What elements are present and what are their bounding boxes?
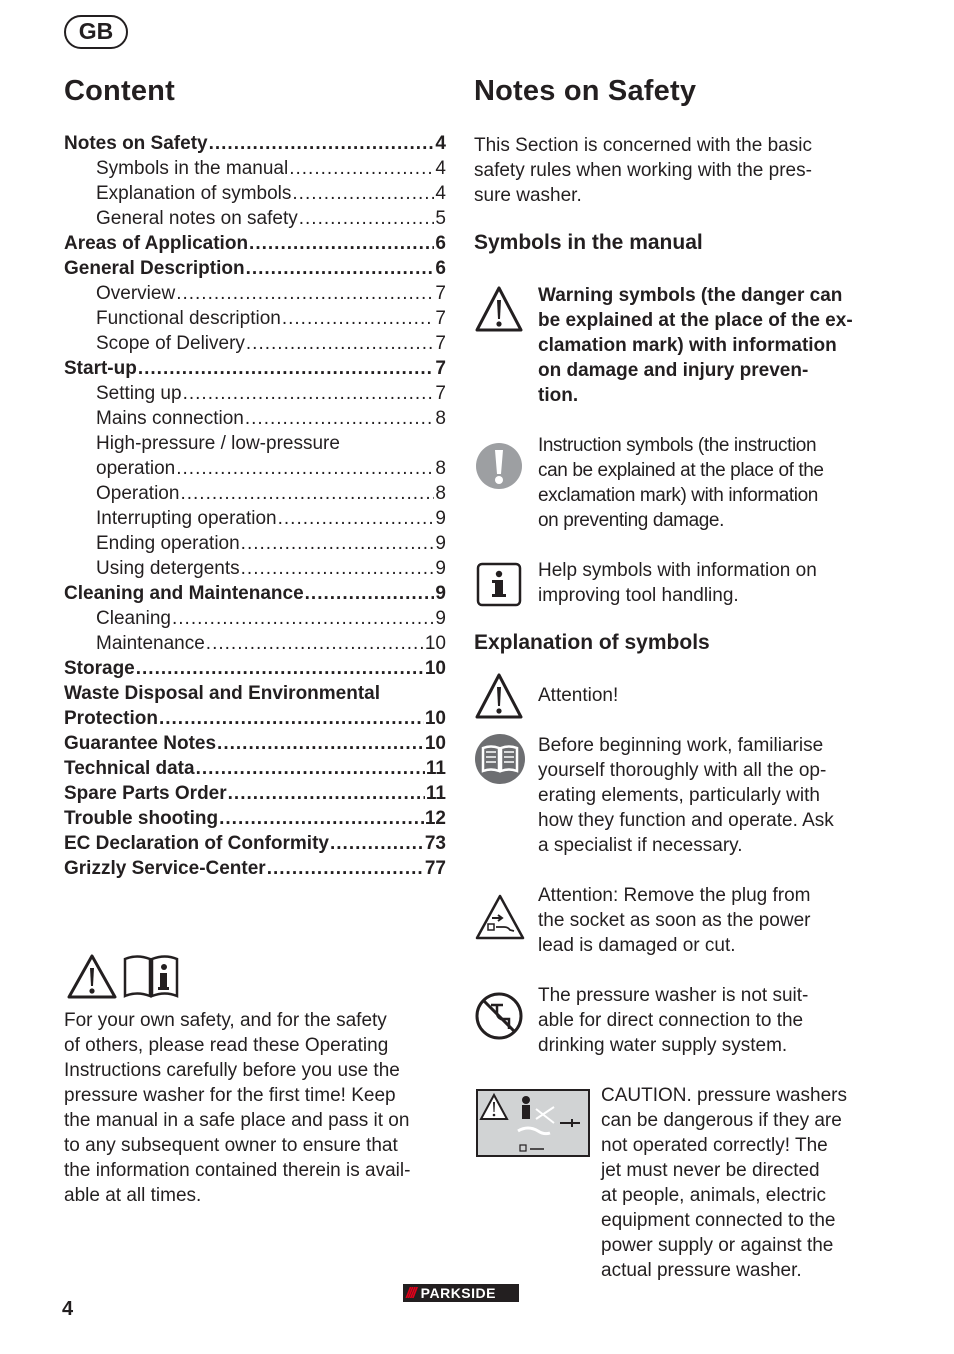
intro-paragraph [474, 133, 874, 208]
toc-entry-page: 6 [435, 258, 446, 279]
text-line: Instruction symbols (the instruction [538, 435, 817, 456]
toc-entry-label: Explanation of symbols [96, 183, 292, 204]
toc-entry-label: Interrupting operation [96, 508, 277, 529]
toc-entry-page: 12 [424, 808, 446, 829]
toc-entry-label: Symbols in the manual [96, 158, 289, 179]
toc-entry-page: 8 [435, 458, 446, 479]
toc-entry-page: 4 [435, 158, 446, 179]
toc-entry [64, 831, 446, 856]
toc-entry-page: 9 [435, 583, 446, 604]
toc-entry-label: Guarantee Notes [64, 733, 217, 754]
toc-leader-dots [217, 731, 424, 756]
page-number: 4 [62, 1298, 74, 1320]
toc-entry [64, 306, 446, 331]
toc-entry-label: Waste Disposal and Environmental [64, 683, 381, 704]
toc-leader-dots [241, 531, 435, 556]
toc-entry-page: 10 [424, 733, 446, 754]
toc-entry [64, 656, 446, 681]
text-line: power supply or against the [601, 1235, 834, 1256]
text-line: sure washer. [474, 185, 582, 206]
content-title: Content [64, 75, 175, 107]
toc-entry [64, 156, 446, 181]
text-line: how they function and operate. Ask [538, 810, 834, 831]
toc-entry-label: General Description [64, 258, 245, 279]
text-line: actual pressure washer. [601, 1260, 802, 1281]
warning-symbols-text [538, 283, 868, 408]
language-badge: GB [64, 15, 128, 49]
toc-entry-page: 9 [435, 608, 446, 629]
toc-entry-label: Trouble shooting [64, 808, 219, 829]
toc-entry-label: Using detergents [96, 558, 240, 579]
toc-entry [64, 206, 446, 231]
toc-leader-dots [172, 606, 434, 631]
toc-entry-label: Overview [96, 283, 176, 304]
logo-stripes: //// [406, 1284, 415, 1302]
logo-brand-text: PARKSIDE [420, 1285, 496, 1301]
toc-entry-page: 10 [424, 708, 446, 729]
caution-jet-icon [476, 1089, 590, 1157]
toc-entry-label: Setting up [96, 383, 182, 404]
toc-entry-page: 4 [435, 183, 446, 204]
toc-entry [64, 631, 446, 656]
toc-entry-label: General notes on safety [96, 208, 298, 229]
toc-entry-page: 73 [424, 833, 446, 854]
toc-entry [64, 181, 446, 206]
text-line: drinking water supply system. [538, 1035, 788, 1056]
help-info-icon [476, 562, 522, 607]
text-line: Attention! [538, 685, 619, 706]
toc-leader-dots [136, 656, 424, 681]
toc-entry [64, 331, 446, 356]
toc-leader-dots [219, 806, 424, 831]
toc-entry-page: 6 [435, 233, 446, 254]
text-line: The pressure washer is not suit- [538, 985, 809, 1006]
toc-entry [64, 506, 446, 531]
toc-entry-page: 9 [435, 558, 446, 579]
toc-entry [64, 456, 446, 481]
toc-entry [64, 606, 446, 631]
remove-plug-icon [474, 893, 526, 941]
text-line: not operated correctly! The [601, 1135, 828, 1156]
toc-entry-page: 7 [435, 283, 446, 304]
toc-entry [64, 256, 446, 281]
toc-entry [64, 131, 446, 156]
attention-triangle-icon [474, 672, 524, 720]
toc-entry-label: Functional description [96, 308, 281, 329]
toc-entry-label: Technical data [64, 758, 195, 779]
toc-entry-label: Scope of Delivery [96, 333, 245, 354]
toc-entry [64, 756, 446, 781]
toc-entry-page: 9 [435, 533, 446, 554]
toc-entry-page: 7 [435, 333, 446, 354]
toc-leader-dots [228, 781, 425, 806]
toc-entry-label: Protection [64, 708, 158, 729]
text-line: tion. [538, 385, 579, 406]
toc-leader-dots [282, 306, 435, 331]
toc-entry-label: Spare Parts Order [64, 783, 227, 804]
text-line: the manual in a safe place and pass it on [64, 1110, 410, 1131]
text-line: clamation mark) with information [538, 335, 837, 356]
toc-entry-label: Ending operation [96, 533, 240, 554]
text-line: This Section is concerned with the basic [474, 135, 812, 156]
safety-note-paragraph [64, 1008, 454, 1208]
drinking-water-text [538, 983, 868, 1058]
toc-leader-dots [241, 556, 435, 581]
toc-entry-page: 8 [435, 483, 446, 504]
text-line: yourself thoroughly with all the op- [538, 760, 827, 781]
warning-triangle-icon [474, 285, 524, 333]
toc-leader-dots [176, 281, 434, 306]
toc-entry-label: Storage [64, 658, 135, 679]
text-line: Warning symbols (the danger can [538, 285, 843, 306]
toc-leader-dots [278, 506, 435, 531]
toc-entry-label: Mains connection [96, 408, 244, 429]
text-line: the socket as soon as the power [538, 910, 811, 931]
text-line: able for direct connection to the [538, 1010, 804, 1031]
toc-entry-page: 4 [435, 133, 446, 154]
toc-leader-dots [292, 181, 434, 206]
toc-entry-page: 11 [425, 758, 446, 779]
toc-leader-dots [267, 856, 424, 881]
toc-leader-dots [176, 456, 434, 481]
toc-entry-label: High-pressure / low-pressure [96, 433, 340, 454]
text-line: be explained at the place of the ex- [538, 310, 853, 331]
caution-jet-text [601, 1083, 881, 1283]
text-line: of others, please read these Operating [64, 1035, 389, 1056]
no-drinking-water-icon [474, 991, 524, 1041]
toc-leader-dots [183, 381, 435, 406]
toc-leader-dots [138, 356, 435, 381]
toc-entry [64, 856, 446, 881]
toc-entry-label: EC Declaration of Conformity [64, 833, 329, 854]
text-line: able at all times. [64, 1185, 202, 1206]
text-line: at people, animals, electric [601, 1185, 826, 1206]
toc-entry-label: Cleaning and Maintenance [64, 583, 304, 604]
toc-leader-dots [159, 706, 424, 731]
toc-entry-page: 9 [435, 508, 446, 529]
toc-leader-dots [246, 331, 435, 356]
text-line: lead is damaged or cut. [538, 935, 736, 956]
toc-entry-label: operation [96, 458, 176, 479]
symbols-heading: Symbols in the manual [474, 231, 703, 254]
toc-entry-label: Grizzly Service-Center [64, 858, 266, 879]
toc-entry-page: 10 [424, 658, 446, 679]
toc-entry [64, 481, 446, 506]
toc-entry-label: Maintenance [96, 633, 205, 654]
instruction-symbols-text [538, 433, 868, 533]
toc-leader-dots [245, 406, 435, 431]
toc-entry-label: Cleaning [96, 608, 171, 629]
toc-leader-dots [209, 131, 435, 156]
toc-entry-page: 10 [424, 633, 446, 654]
text-line: can be explained at the place of the [538, 460, 824, 481]
toc-entry [64, 556, 446, 581]
text-line: CAUTION. pressure washers [601, 1085, 848, 1106]
warning-triangle-icon [66, 953, 118, 1000]
toc-entry-label: Start-up [64, 358, 137, 379]
read-manual-info-icon [122, 953, 180, 1000]
text-line: pressure washer for the first time! Keep [64, 1085, 396, 1106]
text-line: on preventing damage. [538, 510, 724, 531]
text-line: jet must never be directed [601, 1160, 820, 1181]
notes-on-safety-title: Notes on Safety [474, 75, 697, 107]
text-line: For your own safety, and for the safety [64, 1010, 387, 1031]
toc-leader-dots [180, 481, 434, 506]
toc-entry [64, 806, 446, 831]
toc-leader-dots [289, 156, 434, 181]
toc-leader-dots [249, 231, 434, 256]
toc-leader-dots [246, 256, 435, 281]
text-line: exclamation mark) with information [538, 485, 818, 506]
toc-entry [64, 681, 446, 706]
toc-leader-dots [299, 206, 435, 231]
toc-leader-dots [206, 631, 424, 656]
toc-entry-page: 77 [424, 858, 446, 879]
read-manual-text [538, 733, 868, 858]
toc-entry [64, 406, 446, 431]
toc-entry [64, 356, 446, 381]
toc-entry-page: 11 [425, 783, 446, 804]
text-line: Before beginning work, familiarise [538, 735, 824, 756]
text-line: on damage and injury preven- [538, 360, 809, 381]
toc-entry [64, 706, 446, 731]
toc-entry [64, 281, 446, 306]
toc-entry-page: 7 [435, 358, 446, 379]
text-line: improving tool handling. [538, 585, 739, 606]
toc-entry-page: 7 [435, 308, 446, 329]
toc-entry-label: Areas of Application [64, 233, 249, 254]
parkside-logo [403, 1284, 519, 1302]
text-line: Instructions carefully before you use the [64, 1060, 400, 1081]
toc-leader-dots [196, 756, 425, 781]
toc-leader-dots [330, 831, 424, 856]
attention-text [538, 683, 868, 708]
text-line: erating elements, particularly with [538, 785, 820, 806]
toc-entry [64, 531, 446, 556]
read-manual-icon [474, 733, 526, 785]
toc-entry-page: 5 [435, 208, 446, 229]
toc-entry-page: 7 [435, 383, 446, 404]
remove-plug-text [538, 883, 868, 958]
text-line: the information contained therein is avail- [64, 1160, 411, 1181]
toc-entry [64, 581, 446, 606]
toc-leader-dots [305, 581, 435, 606]
text-line: equipment connected to the [601, 1210, 836, 1231]
text-line: safety rules when working with the pres- [474, 160, 812, 181]
toc-entry [64, 381, 446, 406]
toc-entry [64, 431, 446, 456]
text-line: Help symbols with information on [538, 560, 817, 581]
toc-entry-label: Notes on Safety [64, 133, 208, 154]
text-line: Attention: Remove the plug from [538, 885, 811, 906]
toc-entry [64, 231, 446, 256]
toc-entry [64, 781, 446, 806]
explanation-heading: Explanation of symbols [474, 631, 710, 654]
instruction-exclamation-icon [475, 442, 523, 490]
help-symbols-text [538, 558, 868, 608]
text-line: can be dangerous if they are [601, 1110, 842, 1131]
toc-entry-page: 8 [435, 408, 446, 429]
text-line: to any subsequent owner to ensure that [64, 1135, 398, 1156]
toc-entry [64, 731, 446, 756]
table-of-contents [64, 131, 446, 881]
toc-entry-label: Operation [96, 483, 180, 504]
text-line: a specialist if necessary. [538, 835, 743, 856]
